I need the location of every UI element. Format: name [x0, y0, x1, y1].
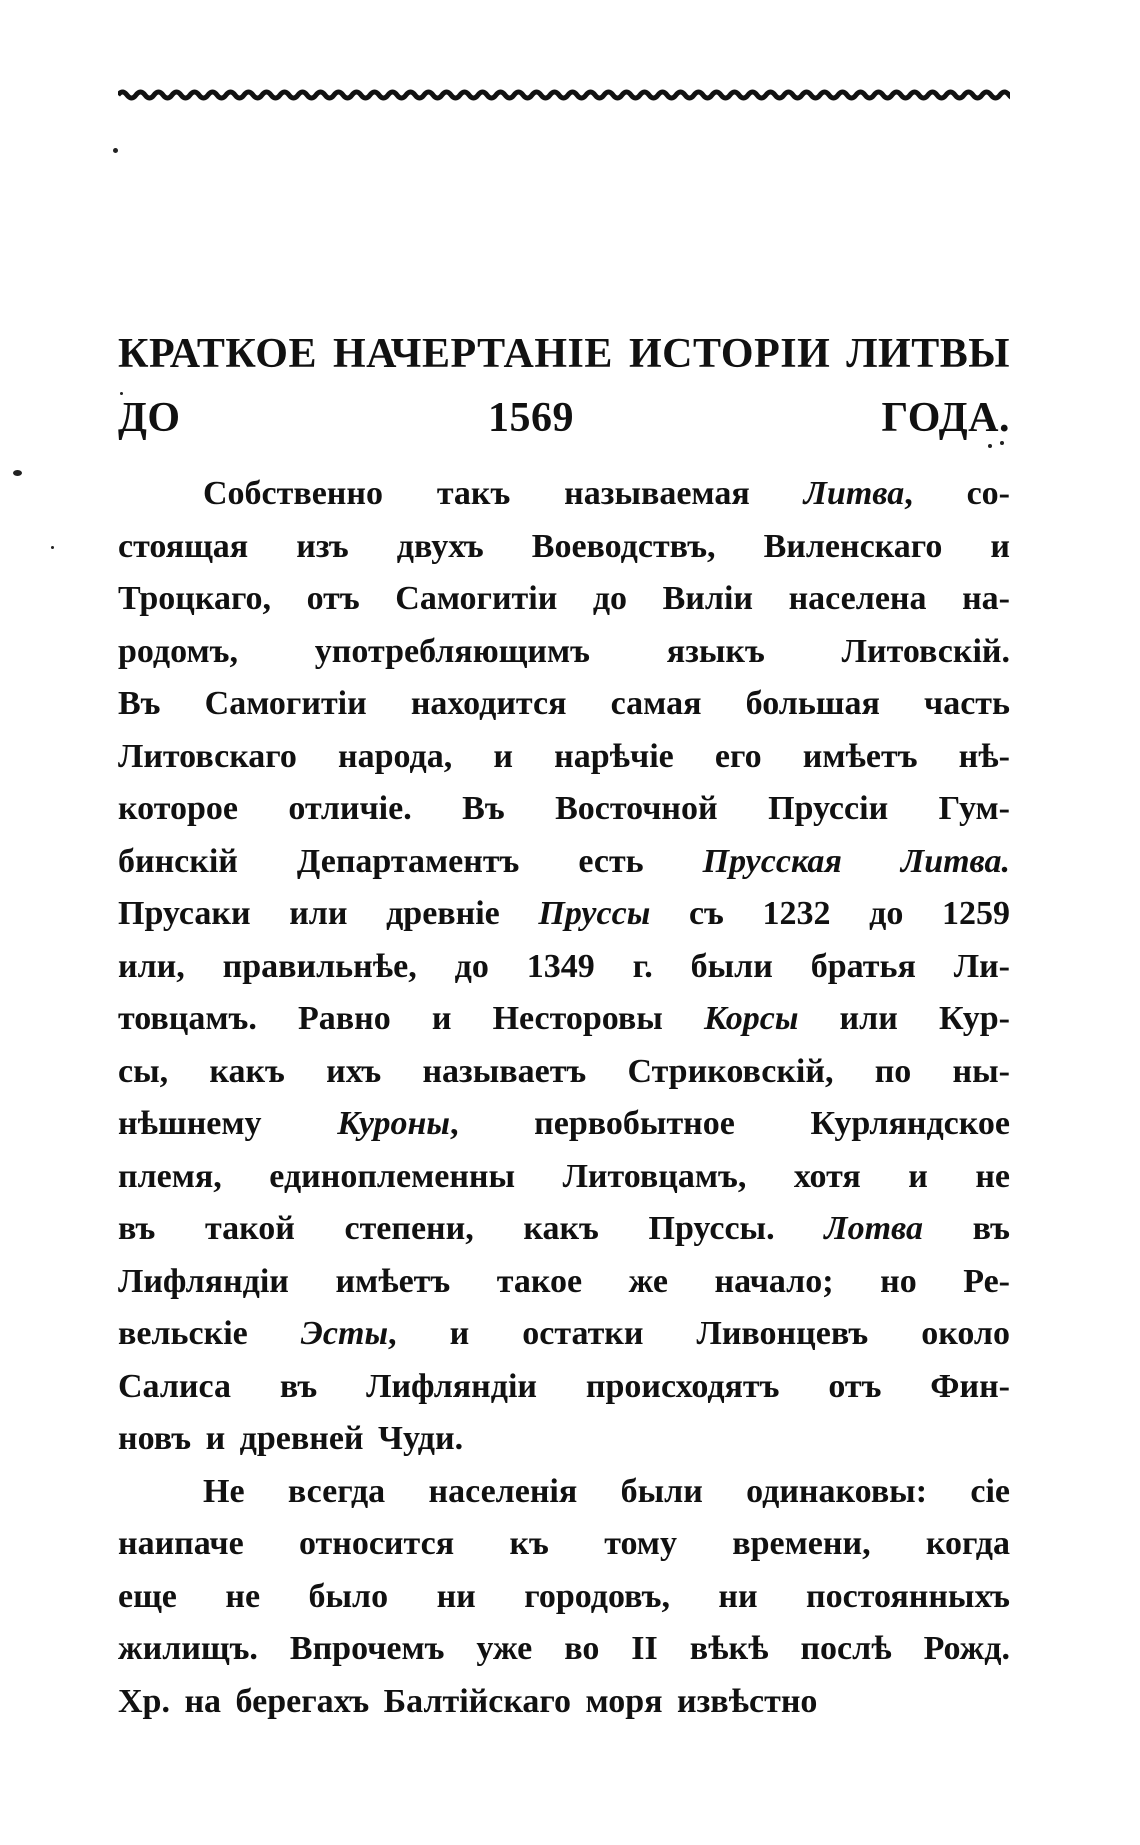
text-segment: Въ Самогитіи находится самая большая часть	[118, 685, 1010, 722]
text-line	[118, 1046, 1010, 1099]
chapter-title-line-2: ДО 1569 ГОДА.	[118, 395, 1010, 441]
chapter-title-line-1: КРАТКОЕ НАЧЕРТАНІЕ ИСТОРІИ ЛИТВЫ	[118, 331, 1010, 377]
text-segment: вельскіе	[118, 1315, 301, 1352]
text-segment: Троцкаго, отъ Самогитіи до Виліи населена на-	[118, 580, 1010, 617]
text-line	[118, 521, 1010, 574]
italic-name: Куроны	[337, 1105, 450, 1142]
chapter-title	[118, 322, 1010, 450]
italic-name: Пруссы	[538, 895, 651, 932]
text-segment: , первобытное Курляндское	[449, 1105, 1010, 1142]
text-segment: Не всегда населенія были одинаковы: сіе	[203, 1472, 1010, 1510]
paragraph	[118, 468, 1010, 1466]
text-segment: Салиса въ Лифляндіи происходятъ отъ Фин-	[118, 1367, 1010, 1405]
text-segment: родомъ, употребляющимъ языкъ Литовскій.	[118, 632, 1010, 670]
text-segment: племя, единоплеменны Литовцамъ, хотя и не	[118, 1157, 1010, 1195]
text-line	[118, 1413, 1010, 1466]
text-segment: Литовскаго народа, и нарѣчіе его имѣетъ нѣ-	[118, 737, 1010, 775]
text-line	[118, 836, 1010, 889]
text-segment: съ 1232 до 1259	[650, 895, 1010, 932]
text-segment: въ	[923, 1210, 1010, 1247]
text-line	[118, 1203, 1010, 1256]
scan-speck	[51, 546, 54, 549]
text-line	[118, 1361, 1010, 1414]
text-segment: Лифляндіи имѣетъ такое же начало; но Ре-	[118, 1262, 1010, 1300]
text-line	[118, 573, 1010, 626]
text-segment: Хр. на берегахъ Балтійскаго моря извѣстно	[118, 1682, 818, 1720]
italic-name: Прусская Литва.	[702, 842, 1011, 880]
italic-name: Литва	[803, 475, 905, 512]
text-segment: , со-	[904, 475, 1011, 512]
text-segment: въ такой степени, какъ Пруссы.	[118, 1210, 825, 1247]
text-line	[118, 1151, 1010, 1204]
text-line	[118, 1676, 1010, 1729]
paragraph	[118, 1466, 1010, 1729]
text-line	[118, 1571, 1010, 1624]
text-segment: жилищъ. Впрочемъ уже во II вѣкѣ послѣ Рожд.	[118, 1630, 1010, 1667]
text-line	[118, 626, 1010, 679]
text-segment: еще не было ни городовъ, ни постоянныхъ	[118, 1577, 1010, 1615]
text-segment: Прусаки или древніе	[118, 895, 539, 932]
text-line	[118, 1308, 1010, 1361]
text-segment: новъ и древней Чуди.	[118, 1420, 464, 1457]
text-line	[118, 888, 1010, 941]
text-line	[118, 993, 1010, 1046]
scan-speck	[120, 392, 123, 395]
text-line	[118, 1623, 1010, 1676]
italic-name: Корсы	[703, 1000, 799, 1037]
text-line	[118, 1518, 1010, 1571]
scan-speck	[988, 444, 992, 448]
scan-speck	[113, 148, 118, 153]
scan-speck	[1000, 441, 1004, 445]
text-segment: бинскій Департаментъ есть	[118, 842, 703, 880]
text-line	[118, 1466, 1010, 1519]
text-segment: сы, какъ ихъ называетъ Стриковскій, по ны-	[118, 1052, 1010, 1090]
italic-name: Лотва	[824, 1210, 923, 1247]
text-line	[118, 468, 1010, 521]
text-segment: или Кур-	[798, 1000, 1010, 1037]
italic-name: Эсты	[300, 1315, 389, 1352]
text-segment: нѣшнему	[118, 1105, 338, 1142]
body-text	[118, 468, 1010, 1728]
decorative-wave-border	[118, 82, 1010, 108]
text-line	[118, 678, 1010, 731]
text-segment: или, правильнѣе, до 1349 г. были братья Ли-	[118, 947, 1010, 985]
text-segment: стоящая изъ двухъ Воеводствъ, Виленскаго и	[118, 527, 1010, 565]
text-line	[118, 731, 1010, 784]
text-segment: наипаче относится къ тому времени, когда	[118, 1525, 1010, 1562]
text-line	[118, 783, 1010, 836]
text-line	[118, 941, 1010, 994]
text-segment: , и остатки Ливонцевъ около	[388, 1315, 1010, 1352]
text-line	[118, 1098, 1010, 1151]
text-segment: Собственно такъ называемая	[203, 475, 804, 512]
text-line	[118, 1256, 1010, 1309]
text-segment: которое отличіе. Въ Восточной Пруссіи Гум-	[118, 790, 1010, 827]
scan-speck	[13, 470, 22, 476]
text-segment: товцамъ. Равно и Несторовы	[118, 1000, 704, 1037]
